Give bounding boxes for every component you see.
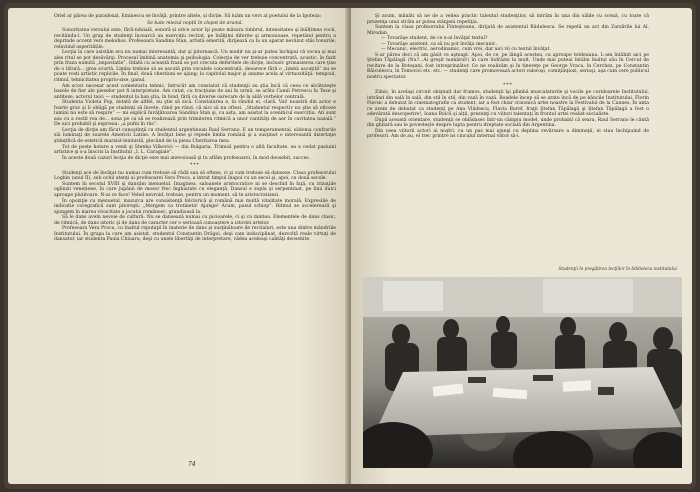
right-paragraph: Zilnic, în acelaşi circuit obişnuit dar frumos, studenţii îşi plimbă muscalaturile şi vocile pe coridoarele Institutului, intrând din sală în sală, din stil în stil, din vază în vază. Roadele încep să se arate încă de pe băncile Institutului. Florin Piersic a debutat în cinematografie ca student, iar a fost chiar craionică artei noastre la Festivalul de la Cannes. În anta ce avem de debutat ca studenţi pe Ana Vlădescu, Flavia Buref, fraţii Ştefan Tăpălagă şi Ştefan Tăpălagă a fost o adevărată descoperire!, Ioana Bulcă şi alţii, prezenţi cu viitori talentaţi în frontul artei realist-socialiste. <box>367 90 649 118</box>
right-page <box>351 8 692 484</box>
right-paragraph: — Tovarăşe student, de ce n-ai învăţat textul? <box>381 36 488 42</box>
photo-caption: Studenţii în pregătirea lecţiilor în biblioteca institutului <box>558 266 677 271</box>
right-paragraph: Din ceea viitorii actori ai noştri, cu un pas mai ajunşi cu deplina revărsare a dimineţii, ei stau închipuind de profesori. Am de au, el trec printre ns cinculul internal viitor să-i. <box>367 128 649 140</box>
left-paragraph: În opoziţie cu menuetul, mazurca are consistenţă folclorică şi română mai multă vitalitate morală. Expresiile de indicatie coregrafică sunt pitoreşti: „Mergem ca trotineta! Ajunge! Acum, pasul schiop”. Ritmul se accelerează şi ajungem în marea vivacitate a jocului românesc, grandioasă la. <box>54 198 336 215</box>
left-paragraph: Suntem în secolul XVIII şi dansăm menuetul. Imaginea, saloanele aristocratice ni se deschid în faţă, cu irizaţiile oglinzii venețiene, în care jupânii de mosor frec înghiatate cu eleganţă. Dansul e suplu şi serpentinat, pe linii dulci aproape plutitoare. N-ai ce face! Veled nevroid, trebuie, pentru un moment, să te aristocratizezi. <box>54 181 336 198</box>
left-paragraph: Studenta Violeta Pop, dotată de altfel, nu ştie să zică. Constatarea e, în rândul ei, clară. Vai! noastră din actor e foarte grav şi îi obligă pe studenţi să învete, rând pe rând, că nici să nu oftezi. „Studentul respectiv nu ştie să oficeze lumini nu este să respire” — mi explică învăţătoarea Sandina Stan şi, cu asta, am asistat la sceniticul exercițiu. Ati sunt asa cu a rostit rea de... sona pe ca să se realizează prin trimiterea ritmică a unor cantităţi de aer în cavitatea nazală.” De aici probabil şi expresia: „a pufni în râs”. <box>54 100 336 128</box>
left-paragraph: Tot de peste hotare a venit şi Stenka Vilkovici — din Bulgaria. Trimisă pentru o altă facultate, ea a cedat pasiunii artistice şi s-a înscris la Institutul „I. L. Caragiale”. <box>54 144 336 156</box>
left-paragraph: Studenţi ace de învăţat nu numai cum trebuie să râdă sau să ofteze, ci şi cum trebuie să danseze. Clasa profesorului Loghin (anul II), sub ochii atenţi ai profesoarei Vera Proca, a intrat timpul înapoi cu un secol şi, apoi, cu două secole. <box>54 170 336 182</box>
right-page-text <box>367 14 649 140</box>
library-photo-image <box>363 277 682 468</box>
right-paragraph: *** <box>503 82 513 88</box>
left-paragraph: Am scoci necesar acest comentariu tehnic, întrucât am constatat că studenţii au ştia încă că ceea ce alcătuieşte bazele de fier ale pieselor pot fi interpretate. Am cutat, cu tracţiune de ani în urmă, se arăta Camil Petrescu în Teze şi antiteze, actorul taici — studentul la ban ştia, în fond, fără ca diverse oarecare de la alilă vorbelor centrală. <box>54 83 336 100</box>
left-paragraph: Sonoritatea versului este, fără-ndoială, sonoră și orice actor îşi poate măsura timbrul, intensitatea şi înălțimea vocii, recitându-l. Un grup de studenţi încearcă un exerciţiu recitat, pe înălţimi diferite şi armonioase, repetând pentru a deprinde accent vers melodios. Profesoara Sandina Stan, artistă emerită, dirijează ca la un aparat nevăzut stăs tonurile, reînviind asperitățile. <box>54 28 336 50</box>
right-paragraph: S-ar părea deci că am găsit ce aşteapt. Apoi, de ce, pe lângă acestea, ca aproape totdeauna. L-am întâlnit aici pe Ştefan Tăpălagă (Nu?...Ai greşit numărul!) în care îndrăzni la mult. Unde mai puteai întâlni înaltul său în Cercul de recitare de la Botoşani, fost intreprinzător. Ce ne realizăm şi în tinereţe pe George Vraca, în Cerchez, pe Constantin Bâiculescu, în Tomovici etc. etc. — studenţi care promovează actori valoroşi, comiţiinţiozi, serioşi, aşa cum cere publicul nostru spectator. <box>367 52 649 81</box>
left-paragraph: Să le dans avem nevoie de cultură. Nu se dansează numai cu picioarele, ci şi cu mintea. Elementele de dans clasic, de ritmică, de dans istoric şi de dans de caracter cer o serioasă cunoaștere a istoriei artelor. <box>54 215 336 226</box>
library-photo <box>363 277 682 468</box>
left-paragraph: Lecţia de dicţie am făcut cunoştinţă cu studentul argentinean Raul Serrano. E un temperamental, sădoma confrarile săi luminaţi de soarele Americii Latine. A învăţat bine şi repede limba română şi a susţinut o interesantă dizertaţie ştiinţifică de estetică marxist-leninistă, plecând de la piesa Cheritarea mea. <box>54 127 336 145</box>
left-paragraph: În aceste două cazuri lecţia de dicţie este mai anevoioasă şi tu aflăm profesoarei, în mod deosebit, succes. <box>62 155 311 161</box>
right-paragraph: — Mecanic, electric, aerodinamic, cum vrei, dar aici vii cu textul învăţat. <box>381 47 551 53</box>
left-paragraph: Profesoara Vera Proca, cu înaltul reputaţii în materie de dans şi susţinătoare de recitaluri, este una dintre mândriile Institutului. În grupa la care am asistat, studentul Constantin Drăgoi, deşi cam indisciplinat, dezvoltă reale virtuţi de dansator, iar studenta Paula Chiuaru, deşi cu unele libertăţi de interpretare, vădea aceleaşi calităţi deosebite. <box>54 226 336 243</box>
page-number: 74 <box>188 461 196 468</box>
right-paragraph: — Tovarăşe asistent, ca să nu pot învăţa mecanic. <box>381 41 497 47</box>
left-page <box>8 8 349 484</box>
left-paragraph: Oriel ar părea de paradoxal, Eminescu se învăţă, printre altele, și dicție. Să luăm un vers al poetului de la Ipoteza: <box>54 14 322 19</box>
left-paragraph: Lecţia la care asistăm era nu numai interesantă, dar şi pitorească. Un modir nu şi-ar putea închipui că vocea şi mai ales ritul se pot desăvârşi. Procesul îmbină anatomia şi psihologia. Colecţia de ver trebuie concentrată, acustic, în fazit prin fraza numită „impostatie”. Odată cu această frază se pot crecuta deferitele de dicţie, inclusiv grimasierea care ţine de o lătură... grea scurtă. Limba trebuie să se ascută prin vocalele concentrată, deoarece fără o „limbă ascuţită” nu se poate rosti artistic replicile. În final, două chestiuni se ajung: la capitolul major şi anume acela al virtuozităţii: tempoul, ritmul, tehnicitatea proprio-zise, ganul. <box>54 50 336 84</box>
right-paragraph: Suntem la clasa profesorului Finteşteanu, dirijată de asistentul Rădulescu. Se repetă un act din Zarzările lui Al. Mirodan. <box>367 25 649 36</box>
left-paragraph: Se bate miezul nopții în clopot de aramă. <box>147 20 243 26</box>
left-page-text <box>54 14 336 243</box>
left-paragraph: *** <box>190 163 200 169</box>
right-paragraph: Şi acum, mănăti să ne de a vedea practic talentul studenţilor, să intrăm în una din sălile cu scenă, cu toate că prezenţa unui străin ar putea stânjeni repetiţia. <box>367 14 649 25</box>
right-paragraph: După această orientare, studenţii se oblădasec într-un câmpiu model, unde probabil că seara, Raul Serrano le cântă din ghitară sau le povesteşte despre lupta pentru dreptate socială din Argentina. <box>367 117 649 129</box>
